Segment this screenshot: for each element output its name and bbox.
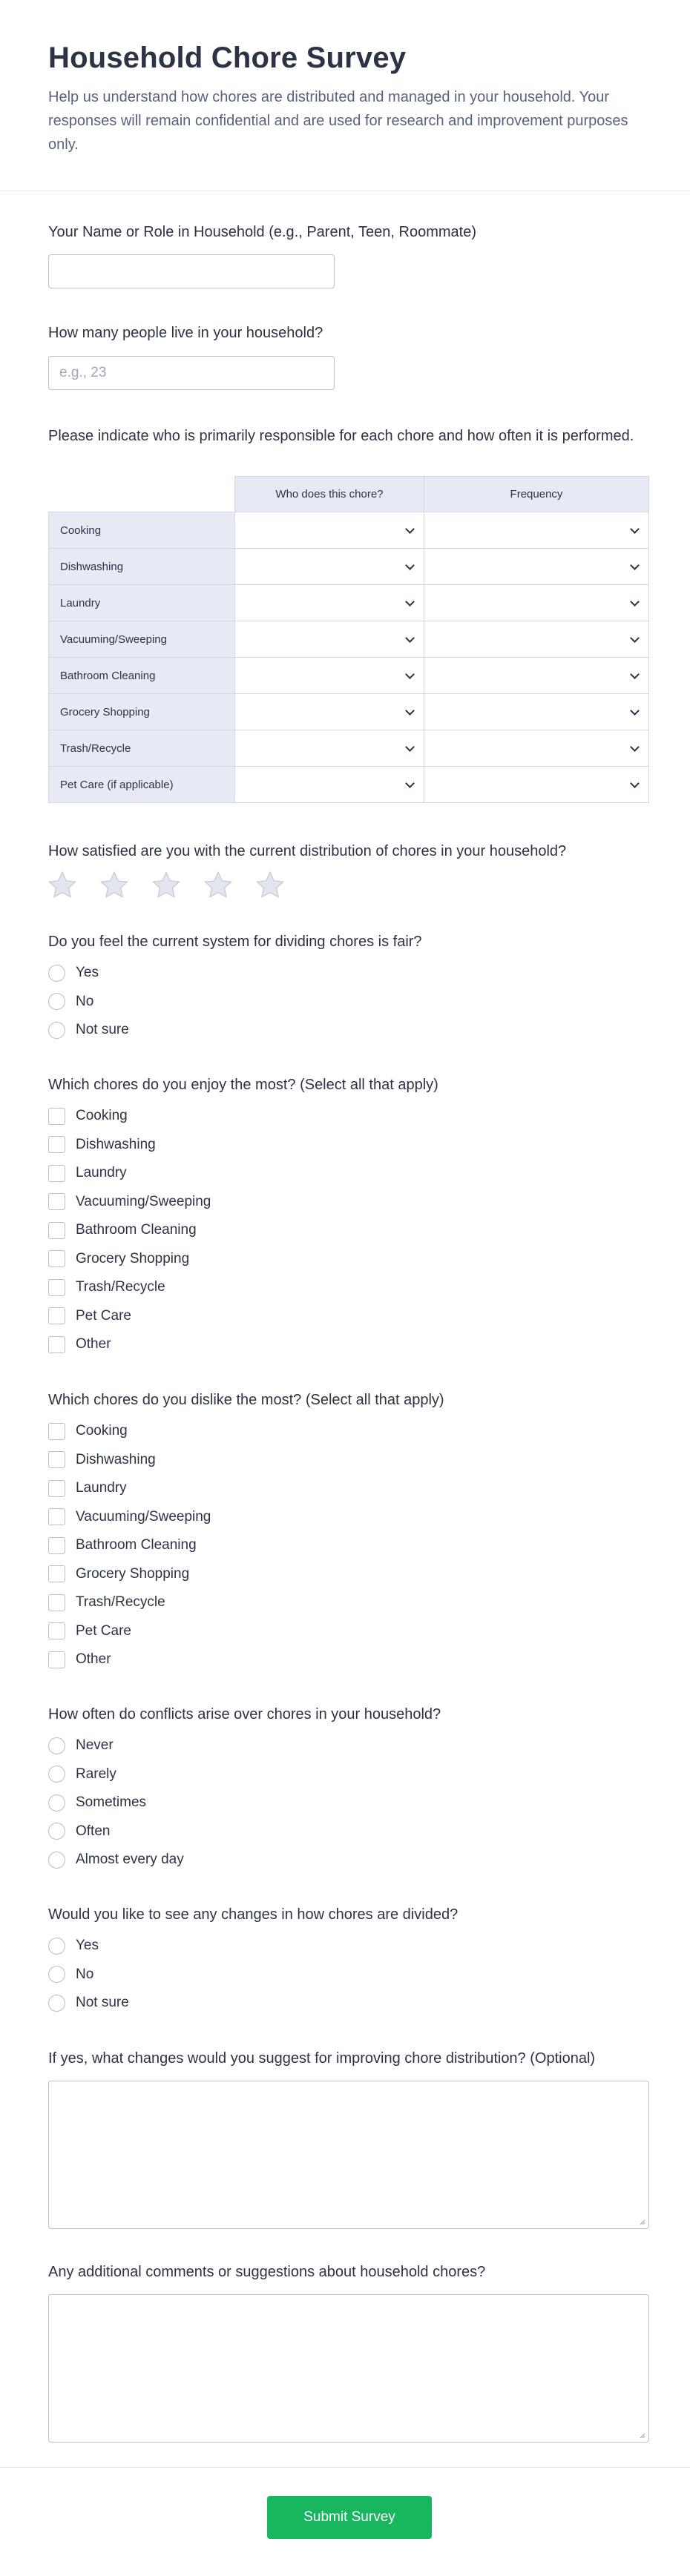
radio-button[interactable] (48, 1022, 65, 1039)
question-label: If yes, what changes would you suggest for improving chore distribution? (Optional) (48, 2050, 596, 2067)
chevron-down-icon (405, 670, 415, 679)
chevron-down-icon (405, 597, 415, 607)
who-dropdown[interactable] (234, 730, 424, 767)
form-header (0, 0, 690, 191)
option-label: No (76, 993, 94, 1009)
chevron-down-icon (405, 633, 415, 643)
question-label: Do you feel the current system for dividing chores is fair? (48, 934, 422, 950)
radio-button[interactable] (48, 993, 65, 1010)
matrix-row (49, 658, 649, 694)
form-footer (0, 2467, 690, 2576)
radio-option[interactable] (48, 1817, 649, 1846)
matrix-column-header: Frequency (424, 477, 648, 512)
question-fair (48, 932, 649, 1045)
radio-button[interactable] (48, 1995, 65, 2012)
checkbox[interactable] (48, 1193, 65, 1210)
question-label: How often do conflicts arise over chores in your household? (48, 1706, 441, 1723)
radio-option[interactable] (48, 1731, 649, 1760)
frequency-dropdown[interactable] (424, 730, 648, 767)
checkbox-option[interactable] (48, 1245, 649, 1274)
question-dislike (48, 1390, 649, 1674)
option-label: Not sure (76, 1022, 129, 1038)
matrix-row (49, 512, 649, 549)
matrix-row-label: Vacuuming/Sweeping (49, 621, 235, 658)
checkbox-option[interactable] (48, 1159, 649, 1188)
question-matrix (48, 426, 649, 446)
checkbox[interactable] (48, 1451, 65, 1468)
checkbox[interactable] (48, 1423, 65, 1440)
checkbox[interactable] (48, 1279, 65, 1296)
matrix-row-label: Bathroom Cleaning (49, 658, 235, 694)
chevron-down-icon (630, 742, 640, 752)
matrix-row-label: Cooking (49, 512, 235, 549)
checkbox[interactable] (48, 1336, 65, 1353)
question-label: How many people live in your household? (48, 325, 323, 341)
checkbox[interactable] (48, 1222, 65, 1239)
resize-grip-icon[interactable] (638, 2218, 645, 2225)
radio-option[interactable] (48, 1789, 649, 1817)
chevron-down-icon (630, 561, 640, 570)
checkbox-option[interactable] (48, 1474, 649, 1503)
star-icon[interactable] (98, 869, 131, 902)
checkbox-option[interactable] (48, 1588, 649, 1617)
checkbox-option[interactable] (48, 1645, 649, 1674)
checkbox-option[interactable] (48, 1446, 649, 1475)
option-label: Never (76, 1737, 114, 1754)
chevron-down-icon (630, 779, 640, 788)
question-comments (48, 2262, 649, 2282)
star-icon[interactable] (254, 869, 286, 902)
matrix-column-header: Who does this chore? (234, 477, 424, 512)
who-dropdown[interactable] (234, 767, 424, 803)
radio-option[interactable] (48, 1016, 649, 1045)
chevron-down-icon (630, 670, 640, 679)
chevron-down-icon (405, 524, 415, 534)
who-dropdown[interactable] (234, 658, 424, 694)
frequency-dropdown[interactable] (424, 767, 648, 803)
question-label: Which chores do you dislike the most? (Select all that apply) (48, 1392, 444, 1408)
matrix-row-label: Grocery Shopping (49, 694, 235, 730)
option-label: Almost every day (76, 1852, 184, 1868)
resize-grip-icon[interactable] (638, 2431, 645, 2439)
comments-textarea[interactable] (48, 2294, 649, 2443)
radio-button[interactable] (48, 965, 65, 982)
checkbox[interactable] (48, 1136, 65, 1153)
option-label: Dishwashing (76, 1451, 156, 1467)
radio-option[interactable] (48, 959, 649, 988)
radio-button[interactable] (48, 1823, 65, 1840)
frequency-dropdown[interactable] (424, 694, 648, 730)
chevron-down-icon (630, 633, 640, 643)
checkbox[interactable] (48, 1651, 65, 1668)
question-satisfaction (48, 842, 649, 861)
question-name (48, 222, 649, 242)
checkbox-option[interactable] (48, 1617, 649, 1646)
frequency-dropdown[interactable] (424, 549, 648, 585)
form-description: Help us understand how chores are distributed and managed in your household. Your responses will remain confidential and are used for research and improvement purposes only. (48, 89, 628, 153)
radio-option[interactable] (48, 1932, 649, 1961)
checkbox-option[interactable] (48, 1531, 649, 1560)
radio-button[interactable] (48, 1766, 65, 1783)
option-label: Laundry (76, 1480, 127, 1496)
radio-option[interactable] (48, 1961, 649, 1989)
matrix-row (49, 585, 649, 621)
chevron-down-icon (630, 706, 640, 716)
checkbox[interactable] (48, 1307, 65, 1324)
matrix-row-label: Laundry (49, 585, 235, 621)
question-label: How satisfied are you with the current distribution of chores in your household? (48, 843, 567, 859)
name-input[interactable] (48, 254, 335, 288)
question-people (48, 323, 649, 343)
matrix-row (49, 621, 649, 658)
question-label: Please indicate who is primarily responsible for each chore and how often it is performed. (48, 428, 634, 444)
checkbox-option[interactable] (48, 1216, 649, 1245)
matrix-corner (49, 477, 235, 512)
checkbox[interactable] (48, 1480, 65, 1497)
checkbox-option[interactable] (48, 1131, 649, 1160)
checkbox[interactable] (48, 1594, 65, 1611)
radio-option[interactable] (48, 1989, 649, 2018)
checkbox[interactable] (48, 1537, 65, 1554)
who-dropdown[interactable] (234, 621, 424, 658)
star-icon[interactable] (46, 869, 79, 902)
matrix-row (49, 694, 649, 730)
question-label: Any additional comments or suggestions about household chores? (48, 2264, 486, 2280)
question-conflicts (48, 1705, 649, 1875)
radio-button[interactable] (48, 1794, 65, 1812)
checkbox-option[interactable] (48, 1417, 649, 1446)
matrix-row (49, 767, 649, 803)
checkbox-option[interactable] (48, 1560, 649, 1589)
star-rating (46, 869, 286, 902)
chevron-down-icon (405, 706, 415, 716)
checkbox-option[interactable] (48, 1503, 649, 1532)
option-label: Vacuuming/Sweeping (76, 1193, 211, 1209)
option-label: Yes (76, 1938, 99, 1954)
question-enjoy (48, 1075, 649, 1359)
submit-button[interactable]: Submit Survey (267, 2496, 432, 2539)
chore-matrix (48, 476, 649, 803)
matrix-row (49, 549, 649, 585)
question-suggestions (48, 2049, 649, 2068)
chevron-down-icon (630, 597, 640, 607)
checkbox[interactable] (48, 1250, 65, 1267)
question-changes (48, 1905, 649, 2018)
option-label: Pet Care (76, 1307, 131, 1324)
question-label: Would you like to see any changes in how chores are divided? (48, 1906, 459, 1923)
radio-button[interactable] (48, 1938, 65, 1955)
option-label: Grocery Shopping (76, 1565, 190, 1582)
option-label: Sometimes (76, 1794, 147, 1811)
option-label: Not sure (76, 1995, 129, 2011)
option-label: Other (76, 1651, 111, 1668)
checkbox-option[interactable] (48, 1188, 649, 1217)
checkbox[interactable] (48, 1165, 65, 1182)
page-title: Household Chore Survey (48, 42, 407, 74)
option-label: Trash/Recycle (76, 1594, 165, 1611)
frequency-dropdown[interactable] (424, 621, 648, 658)
checkbox-option[interactable] (48, 1302, 649, 1331)
people-count-input[interactable]: e.g., 23 (48, 356, 335, 390)
radio-button[interactable] (48, 1852, 65, 1869)
option-label: Dishwashing (76, 1136, 156, 1152)
who-dropdown[interactable] (234, 549, 424, 585)
radio-button[interactable] (48, 1737, 65, 1754)
frequency-dropdown[interactable] (424, 512, 648, 549)
suggestions-textarea[interactable] (48, 2081, 649, 2229)
radio-option[interactable] (48, 1846, 649, 1875)
radio-option[interactable] (48, 1760, 649, 1789)
matrix-row (49, 730, 649, 767)
who-dropdown[interactable] (234, 585, 424, 621)
radio-button[interactable] (48, 1966, 65, 1983)
checkbox[interactable] (48, 1108, 65, 1125)
checkbox[interactable] (48, 1508, 65, 1525)
star-icon[interactable] (202, 869, 234, 902)
option-label: Bathroom Cleaning (76, 1222, 197, 1238)
checkbox[interactable] (48, 1565, 65, 1582)
option-label: Grocery Shopping (76, 1250, 190, 1266)
option-label: Vacuuming/Sweeping (76, 1508, 211, 1525)
checkbox[interactable] (48, 1622, 65, 1639)
matrix-row-label: Dishwashing (49, 549, 235, 585)
chevron-down-icon (405, 561, 415, 570)
option-label: Other (76, 1336, 111, 1353)
who-dropdown[interactable] (234, 694, 424, 730)
chevron-down-icon (405, 742, 415, 752)
chevron-down-icon (405, 779, 415, 788)
option-label: Often (76, 1823, 111, 1839)
option-label: Cooking (76, 1423, 128, 1439)
option-label: Rarely (76, 1766, 116, 1782)
frequency-dropdown[interactable] (424, 585, 648, 621)
option-label: Laundry (76, 1165, 127, 1181)
frequency-dropdown[interactable] (424, 658, 648, 694)
option-label: Pet Care (76, 1622, 131, 1639)
who-dropdown[interactable] (234, 512, 424, 549)
chevron-down-icon (630, 524, 640, 534)
option-label: Cooking (76, 1108, 128, 1124)
matrix-row-label: Trash/Recycle (49, 730, 235, 767)
option-label: No (76, 1966, 94, 1982)
radio-option[interactable] (48, 988, 649, 1017)
question-label: Your Name or Role in Household (e.g., Parent, Teen, Roommate) (48, 224, 476, 240)
question-label: Which chores do you enjoy the most? (Select all that apply) (48, 1077, 438, 1093)
option-label: Yes (76, 965, 99, 981)
checkbox-option[interactable] (48, 1102, 649, 1131)
checkbox-option[interactable] (48, 1273, 649, 1302)
option-label: Trash/Recycle (76, 1279, 165, 1295)
option-label: Bathroom Cleaning (76, 1537, 197, 1553)
matrix-row-label: Pet Care (if applicable) (49, 767, 235, 803)
star-icon[interactable] (150, 869, 183, 902)
checkbox-option[interactable] (48, 1330, 649, 1359)
